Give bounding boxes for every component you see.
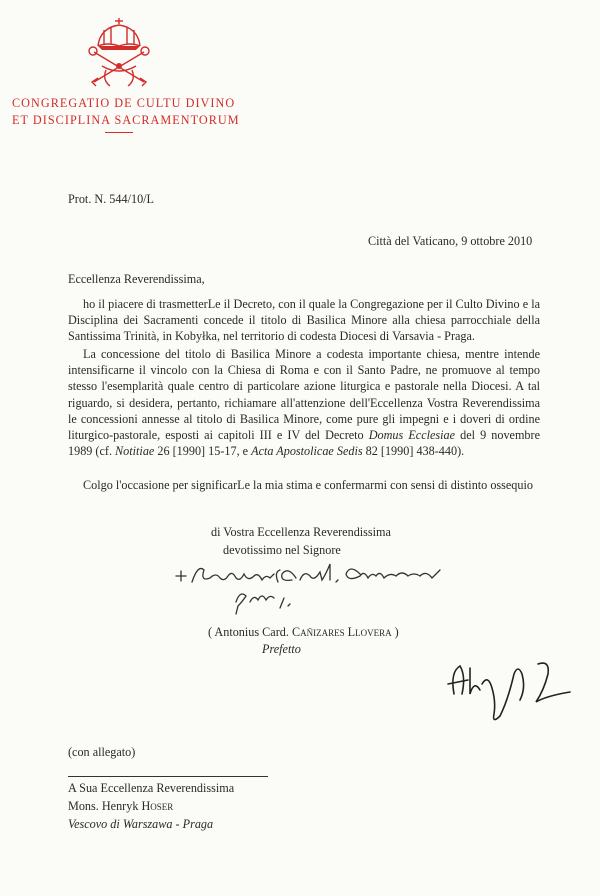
recipient-given-name: Mons. Henryk bbox=[68, 799, 142, 813]
signatory-name bbox=[208, 624, 399, 640]
paragraph-2-text-2: del 9 novembre 1989 (cf. bbox=[68, 428, 540, 459]
papal-coat-of-arms-icon bbox=[84, 16, 154, 92]
annex-note: (con allegato) bbox=[68, 745, 136, 759]
protocol-number: Prot. N. 544/10/L bbox=[68, 192, 154, 206]
salutation: Eccellenza Reverendissima, bbox=[68, 272, 205, 286]
recipient-office: Vescovo di Warszawa - Praga bbox=[68, 817, 214, 831]
signatory-surname: Cañizares Llovera bbox=[291, 625, 392, 639]
closing-line-2: devotissimo nel Signore bbox=[223, 543, 341, 557]
paragraph-2-title-2: Notitiae bbox=[115, 444, 155, 459]
paragraph-2-text-1: La concessione del titolo di Basilica Minore a codesta importante chiesa, mentre intende intensificarne il vincolo con la Chiesa di Roma e con il Santo Padre, ne promuove al tempo stesso l'esemplarità quale centro di particolare azione liturgica e pastorale nella Diocesi. A tal riguardo, si desidera, pertanto, richiamare all'attenzione dell'Eccellenza Vostra Reverendissima le concessioni annesse al titolo di Basilica Minore, come pure gli impegni e i doveri di ordine liturgico-pastorale, esposti ai capitoli III e IV del Decreto bbox=[68, 347, 540, 443]
paragraph-2-text-3: 26 [1990] 15-17, e bbox=[154, 444, 252, 459]
handwritten-initials bbox=[440, 650, 580, 732]
recipient-divider bbox=[68, 776, 268, 777]
signatory-role: Prefetto bbox=[262, 642, 301, 656]
paragraph-2-title-1: Domus Ecclesiae bbox=[368, 428, 456, 443]
recipient-name bbox=[68, 798, 173, 814]
closing-line-1: di Vostra Eccellenza Reverendissima bbox=[211, 525, 391, 539]
body-paragraph-3: Colgo l'occasione per significarLe la mia stima e confermarmi con sensi di distinto ossequio bbox=[83, 478, 533, 492]
place-date: Città del Vaticano, 9 ottobre 2010 bbox=[368, 234, 533, 248]
body-paragraph-2 bbox=[68, 346, 540, 459]
signatory-name-close: ) bbox=[391, 625, 399, 639]
letterhead-line-1: CONGREGATIO DE CULTU DIVINO bbox=[12, 96, 236, 110]
paragraph-2-text-4: 82 [1990] 438-440). bbox=[362, 444, 465, 459]
letterhead-divider bbox=[105, 132, 133, 133]
recipient-title: A Sua Eccellenza Reverendissima bbox=[68, 781, 235, 795]
handwritten-signature bbox=[170, 552, 470, 616]
recipient-surname: Hoser bbox=[141, 799, 174, 813]
signatory-name-open: ( Antonius Card. bbox=[208, 625, 292, 639]
paragraph-2-title-3: Acta Apostolicae Sedis bbox=[251, 444, 363, 459]
body-paragraph-1: ho il piacere di trasmetterLe il Decreto, con il quale la Congregazione per il Culto Divino e la Disciplina dei Sacramenti concede il titolo di Basilica Minore alla chiesa parrocchiale della Santissima Trinità, in Kobyłka, nel territorio di codesta Diocesi di Varsavia - Praga. bbox=[68, 297, 540, 344]
letterhead-line-2: ET DISCIPLINA SACRAMENTORUM bbox=[12, 113, 240, 127]
